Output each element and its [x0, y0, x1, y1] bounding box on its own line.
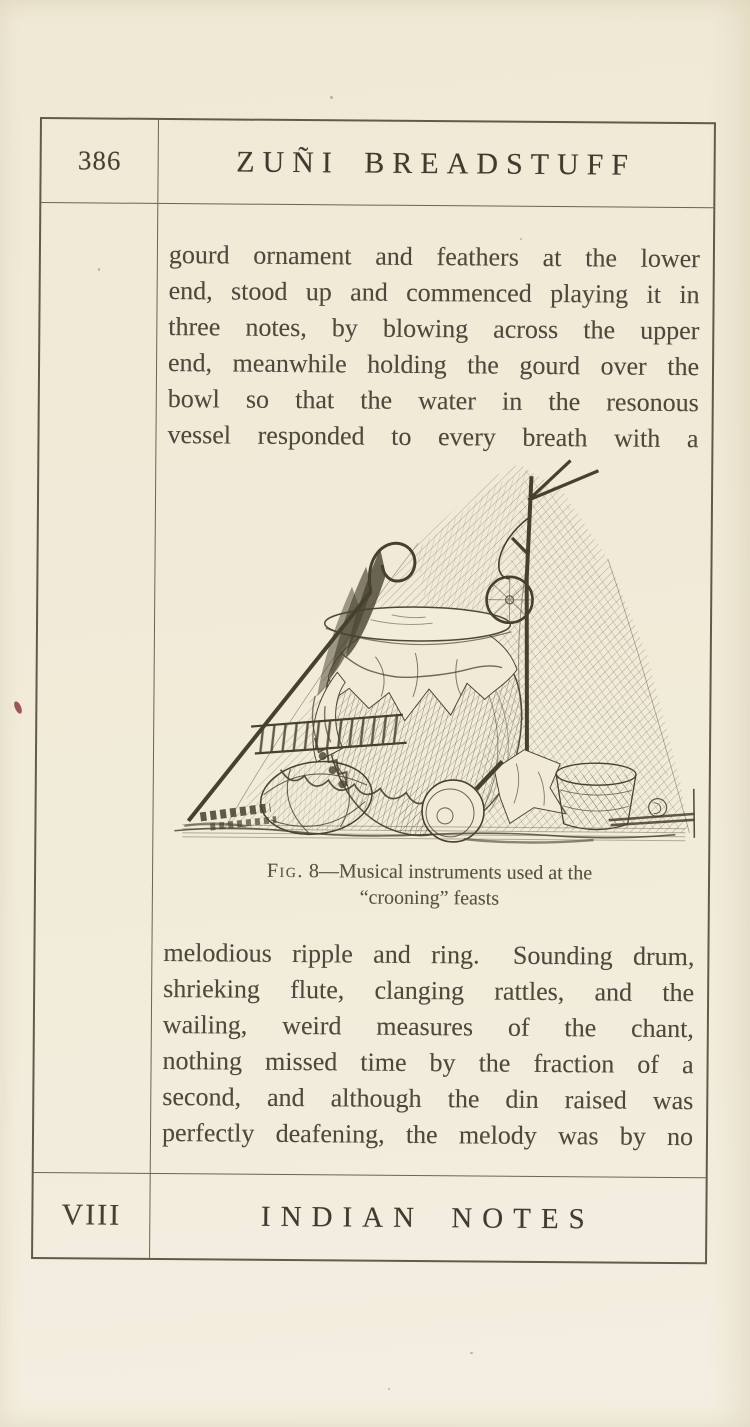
paragraph-1: [167, 237, 700, 457]
figure-caption-text: 8—Musical instruments used at the: [303, 860, 593, 885]
header-main-cell: [158, 120, 714, 207]
red-ink-speck: [13, 700, 24, 714]
text-line: gourd ornament and feathers at the lower: [168, 240, 701, 274]
page-frame: [31, 117, 716, 1264]
running-title: ZUÑI BREADSTUFF: [236, 145, 637, 182]
text-line: vessel responded to every breath with a: [167, 420, 699, 454]
paragraph-2: [162, 935, 695, 1155]
page-footer: [33, 1172, 706, 1262]
text-line: nothing missed time by the fraction of a: [162, 1045, 694, 1080]
paper-speck: [520, 238, 522, 240]
paper-speck: [388, 1388, 390, 1390]
footer-main-cell: [150, 1174, 706, 1262]
figure-8: [164, 455, 699, 913]
text-line: bowl so that the water in the resonous: [167, 384, 699, 418]
paper-speck: [330, 96, 333, 99]
page-body: [34, 203, 714, 1177]
page-number: 386: [77, 145, 122, 176]
figure-caption-line2: “crooning” feasts: [359, 886, 500, 910]
figure-illustration: [164, 455, 698, 851]
header-left-cell: [41, 119, 159, 203]
footer-left-cell: [33, 1173, 151, 1258]
text-line: melodious ripple and ring. Sounding drum,: [163, 937, 695, 972]
footer-title: INDIAN NOTES: [260, 1200, 595, 1235]
paper-speck: [98, 268, 100, 271]
paper-speck: [470, 1352, 473, 1354]
text-line: three notes, by blowing across the upper: [168, 312, 700, 346]
text-line: wailing, weird measures of the chant,: [162, 1009, 694, 1044]
volume-numeral: VIII: [61, 1198, 122, 1232]
text-line: second, and although the din raised was: [162, 1081, 694, 1116]
text-line: shrieking flute, clanging rattles, and the: [163, 973, 695, 1008]
figure-caption: [164, 857, 695, 913]
text-line: end, stood up and commenced playing it in: [168, 276, 700, 310]
text-line: end, meanwhile holding the gourd over the: [167, 348, 700, 382]
page-header: [41, 119, 714, 208]
left-margin-column: [34, 203, 159, 1173]
text-line: perfectly deafening, the melody was by no: [161, 1117, 694, 1152]
text-column: [151, 204, 714, 1177]
figure-label: Fig.: [266, 859, 304, 883]
